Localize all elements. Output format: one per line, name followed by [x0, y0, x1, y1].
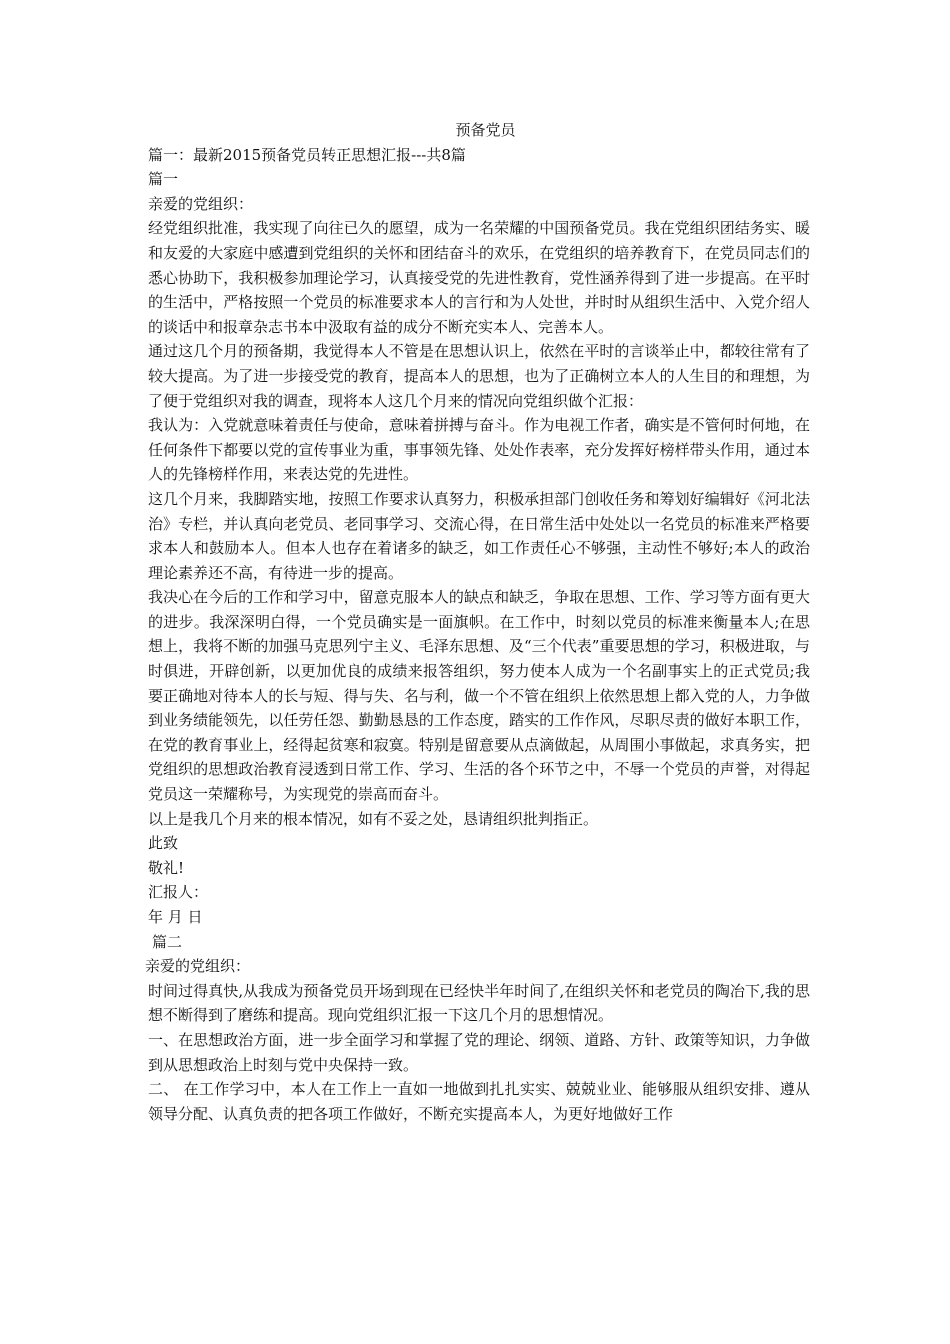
date-line: 年 月 日 [148, 908, 203, 926]
document-title: 预备党员 [455, 121, 516, 139]
salutation: 亲爱的党组织： [148, 194, 254, 213]
closing-line: 敬礼! [148, 858, 185, 877]
body-paragraph: 一、在思想政治方面，进一步全面学习和掌握了党的理论、纲领、道路、方针、政策等知识，力争做到从思想政治上时刻与党中央保持一致。 [148, 1030, 810, 1074]
body-paragraph: 我认为：入党就意味着责任与使命，意味着拼搏与奋斗。作为电视工作者，确实是不管何时何地，在任何条件下都要以党的宣传事业为重，事事领先锋、处处作表率，充分发挥好榜样带头作用，通过本人的先锋榜样作用，来表达党的先进性。 [148, 416, 810, 484]
body-paragraph: 这几个月来，我脚踏实地，按照工作要求认真努力，积极承担部门创收任务和筹划好编辑好《河北法治》专栏，并认真向老党员、老同事学习、交流心得，在日常生活中处处以一名党员的标准来严格要求本人和鼓励本人。但本人也存在着诸多的缺乏，如工作责任心不够强，主动性不够好;本人的政治理论素养还不高，有待进一步的提高。 [148, 489, 810, 582]
body-paragraph: 通过这几个月的预备期，我觉得本人不管是在思想认识上，依然在平时的言谈举止中，都较往常有了较大提高。为了进一步接受党的教育，提高本人的思想，也为了正确树立本人的人生目的和理想，为了便于党组织对我的调查，现将本人这几个月来的情况向党组织做个汇报： [148, 342, 810, 410]
body-paragraph: 时间过得真快,从我成为预备党员开场到现在已经快半年时间了,在组织关怀和老党员的陶冶下,我的思想不断得到了磨练和提高。现向党组织汇报一下这几个月的思想情况。 [148, 981, 810, 1025]
section-label: 篇二 [152, 932, 183, 951]
closing-line: 此致 [148, 834, 179, 853]
article-heading: 篇一：最新2015预备党员转正思想汇报---共8篇 [148, 145, 466, 164]
body-paragraph: 我决心在今后的工作和学习中，留意克服本人的缺点和缺乏，争取在思想、工作、学习等方面有更大的进步。我深深明白得，一个党员确实是一面旗帜。在工作中，时刻以党员的标准来衡量本人;在思想上，我将不断的加强马克思列宁主义、毛泽东思想、及“三个代表”重要思想的学习，积极进取，与时俱进，开辟创新，以更加优良的成绩来报答组织，努力使本人成为一个名副事实上的正式党员;我要正确地对待本人的长与短、得与失、名与利，做一个不管在组织上依然思想上都入党的人，力争做到业务绩能领先，以任劳任怨、勤勤恳恳的工作态度，踏实的工作作风，尽职尽责的做好本职工作，在党的教育事业上，经得起贫寒和寂寞。特别是留意要从点滴做起，从周围小事做起，求真务实，把党组织的思想政治教育浸透到日常工作、学习、生活的各个环节之中，不辱一个党员的声誉，对得起党员这一荣耀称号，为实现党的崇高而奋斗。 [148, 588, 810, 804]
section-label: 篇一 [148, 170, 179, 189]
body-paragraph: 二、 在工作学习中，本人在工作上一直如一地做到扎扎实实、兢兢业业、能够服从组织安排、遵从领导分配、认真负责的把各项工作做好，不断充实提高本人，为更好地做好工作 [148, 1080, 810, 1123]
signature-label: 汇报人： [148, 883, 209, 902]
body-paragraph: 经党组织批准，我实现了向往已久的愿望，成为一名荣耀的中国预备党员。我在党组织团结务实、暖和友爱的大家庭中感遭到党组织的关怀和团结奋斗的欢乐，在党组织的培养教育下，在党员同志们的悉心协助下，我积极参加理论学习，认真接受党的先进性教育，党性涵养得到了进一步提高。在平时的生活中，严格按照一个党员的标准要求本人的言行和为人处世，并时时从组织生活中、入党介绍人的谈话中和报章杂志书本中汲取有益的成分不断充实本人、完善本人。 [148, 219, 810, 336]
document-page [145, 118, 810, 1126]
body-paragraph: 以上是我几个月来的根本情况，如有不妥之处，恳请组织批判指正。 [148, 809, 599, 828]
salutation: 亲爱的党组织： [145, 957, 251, 976]
